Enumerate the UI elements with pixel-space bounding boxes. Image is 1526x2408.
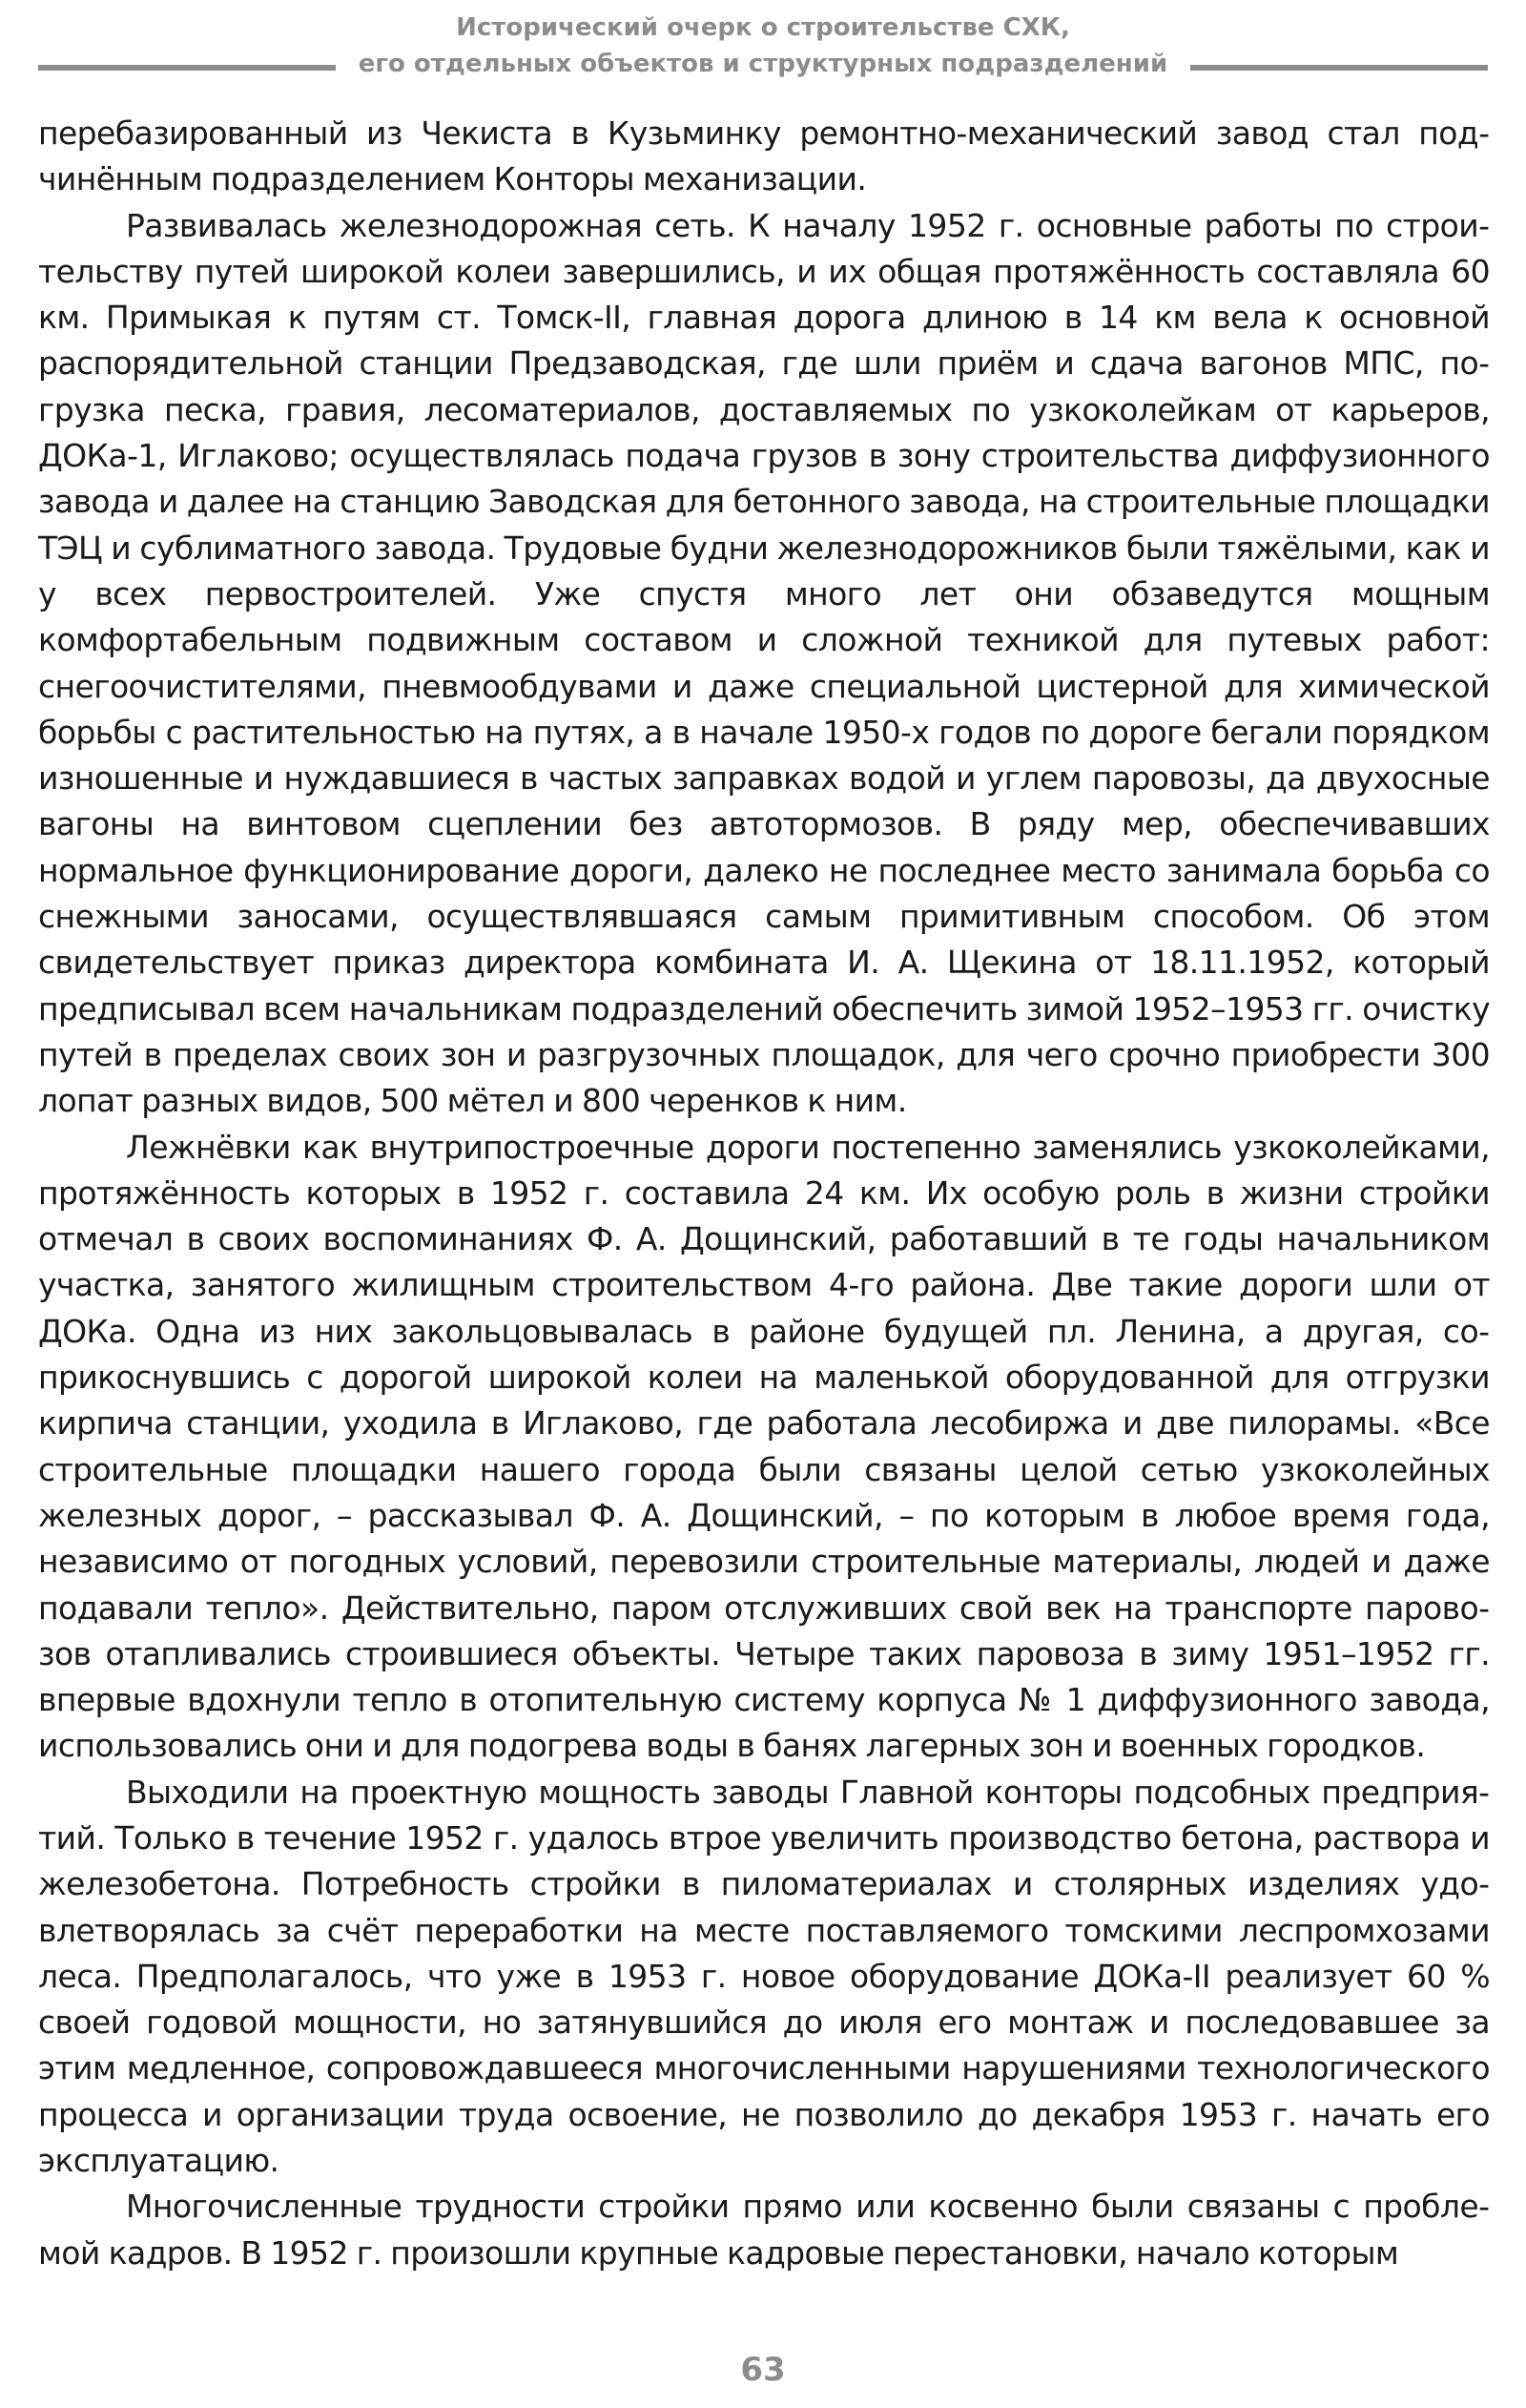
header-rule-left [38,65,336,71]
paragraph: Выходили на проектную мощность заводы Главной конторы подсобных предприятий. Только в течение 1952 г. удалось втрое увеличить производство бетона, раствора и железобетона. Потребность стройки в пиломатериалах и столярных изделиях удовлетворялась за счёт переработки на месте поставляемого томскими леспромхозами леса. Предполагалось, что уже в 1953 г. новое оборудование ДОКа-II реализует 60 % своей годовой мощности, но затянувшийся до июля его монтаж и последовавшее за этим медленное, сопровождавшееся многочисленными нарушениями технологического процесса и организации труда освоение, не позволило до декабря 1953 г. начать его эксплуатацию. [38,1773,1490,2180]
running-header-line-2: его отдельных объектов и структурных подразделений [358,50,1168,78]
paragraph: Лежнёвки как внутрипостроечные дороги постепенно заменялись узкоколейками, протяжённость которых в 1952 г. составила 24 км. Их особую роль в жизни стройки отмечал в своих воспоминаниях Ф. А. Дощинский, работавший в те годы начальником участка, занятого жилищным строительством 4-го района. Две такие дороги шли от ДОКа. Одна из них закольцовывалась в районе будущей пл. Ленина, а другая, соприкоснувшись с дорогой широкой колеи на маленькой оборудованной для отгрузки кирпича станции, уходила в Иглаково, где работала лесобиржа и две пилорамы. «Все строительные площадки нашего города были связаны целой сетью узкоколейных железных дорог, – рассказывал Ф. А. Дощинский, – по которым в любое время года, независимо от погодных условий, перевозили строительные материалы, людей и даже подавали тепло». Действительно, паром отслуживших свой век на транспорте паровозов отапливались строившиеся объекты. Четыре таких паровоза в зиму 1951–1952 гг. впервые вдохнули тепло в отопительную систему корпуса № 1 диффузионного завода, использовались они и для подогрева воды в банях лагерных зон и военных городков. [38,1128,1490,1765]
paragraph: Развивалась железнодорожная сеть. К началу 1952 г. основные работы по строительству путей широкой колеи завершились, и их общая протяжённость составляла 60 км. Примыкая к путям ст. Томск-II, главная дорога длиною в 14 км вела к основной распорядительной станции Предзаводская, где шли приём и сдача вагонов МПС, погрузка песка, гравия, лесоматериалов, доставляемых по узкоколейкам от карьеров, ДОКа-1, Иглаково; осуществлялась подача грузов в зону строительства диффузионного завода и далее на станцию Заводская для бетонного завода, на строительные площадки ТЭЦ и сублиматного завода. Трудовые будни железнодорожников были тяжёлыми, как и у всех первостроителей. Уже спустя много лет они обзаведутся мощным комфортабельным подвижным составом и сложной техникой для путевых работ: снегоочистителями, пневмообдувами и даже специальной цистерной для химической борьбы с растительностью на путях, а в начале 1950-х годов по дороге бегали порядком изношенные и нуждавшиеся в частых заправках водой и углем паровозы, да двухосные вагоны на винтовом сцеплении без автотормозов. В ряду мер, обеспечивавших нормальное функционирование дороги, далеко не последнее место занимала борьба со снежными заносами, осуществлявшаяся самым примитивным способом. Об этом свидетельствует приказ директора комбината И. А. Щекина от 18.11.1952, который предписывал всем начальникам подразделений обеспечить зимой 1952–1953 гг. очистку путей в пределах своих зон и разгрузочных площадок, для чего срочно приобрести 300 лопат разных видов, 500 мётел и 800 черенков к ним. [38,206,1490,1120]
page-number: 63 [740,2351,786,2389]
body-text [38,111,1490,2276]
running-header [38,6,1488,82]
header-rule-right [1190,65,1488,71]
running-header-title [38,10,1488,82]
paragraph: перебазированный из Чекиста в Кузьминку ремонтно-механический завод стал подчинённым подразделением Конторы механизации. [38,114,1490,198]
paragraph: Многочисленные трудности стройки прямо или косвенно были связаны с проблемой кадров. В 1952 г. произошли крупные кадровые перестановки, начало которым [38,2188,1490,2272]
running-header-line-1: Исторический очерк о строительстве СХК, [456,13,1070,42]
